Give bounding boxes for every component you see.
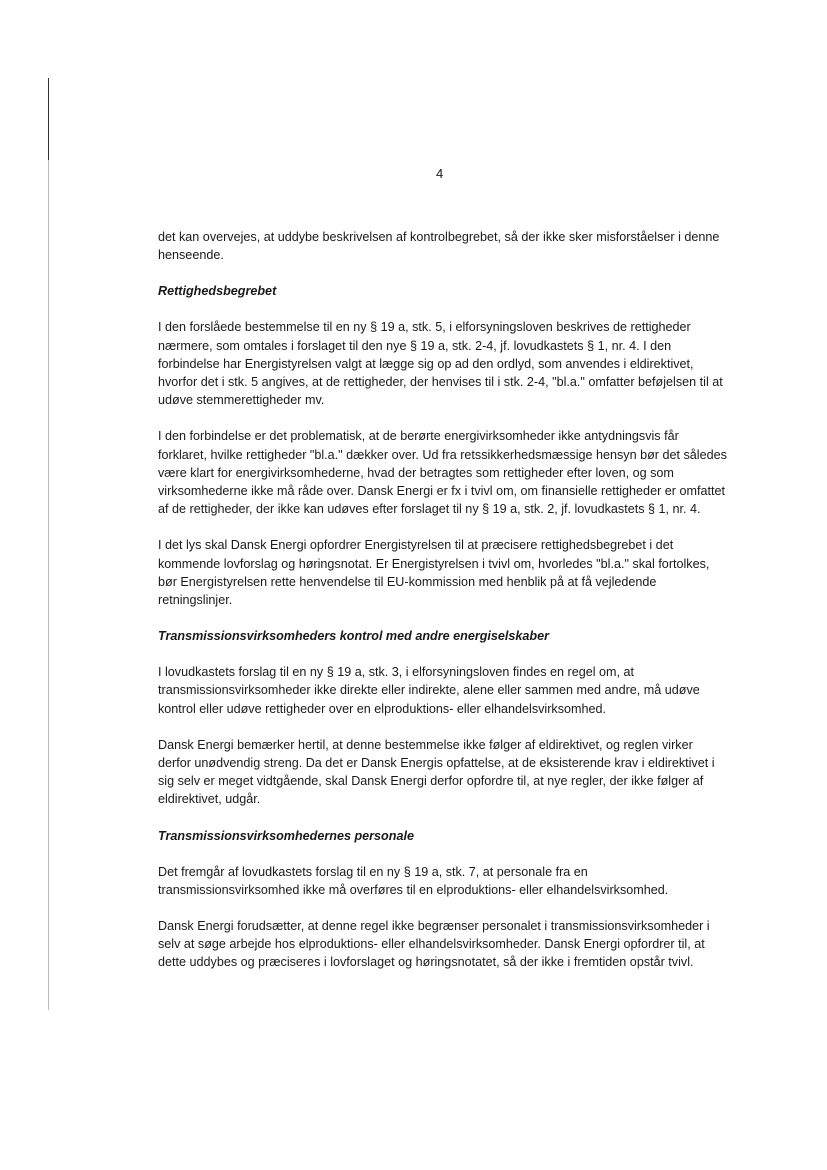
paragraph: Dansk Energi bemærker hertil, at denne bestemmelse ikke følger af eldirektivet, og reglen virker derfor unødvendig streng. Da det er Dansk Energis opfattelse, at de eksisterende krav i eldirektivet i sig selv er meget vidtgående, skal Dansk Energi derfor opfordre til, at nye regler, der ikke følger af eldirektivet, udgår. bbox=[158, 737, 715, 807]
scan-margin-mark bbox=[48, 78, 49, 160]
paragraph: Det fremgår af lovudkastets forslag til en ny § 19 a, stk. 7, at personale fra en transmissionsvirksomhed ikke må overføres til en elproduktions- eller elhandelsvirksomhed. bbox=[158, 864, 669, 897]
section-heading-rettighedsbegrebet: Rettighedsbegrebet bbox=[158, 284, 277, 299]
paragraph: I den forbindelse er det problematisk, at de berørte energivirksomheder ikke antydningsvis får forklaret, hvilke rettigheder "bl.a." dækker over. Ud fra retssikkerhedsmæssige hensyn bør det således være klart for energivirksomhederne, hvad der betragtes som rettigheder efter loven, og som virksomhederne ikke må råde over. Dansk Energi er fx i tvivl om, om finansielle rettigheder er omfattet af de rettigheder, der ikke kan udøves efter forslaget til ny § 19 a, stk. 2, jf. lovudkastets § 1, nr. 4. bbox=[158, 429, 727, 517]
paragraph: I lovudkastets forslag til en ny § 19 a, stk. 3, i elforsyningsloven findes en regel om, at transmissionsvirksomheder ikke direkte eller indirekte, alene eller sammen med andre, må udøve kontrol eller udøve rettigheder over en elproduktions- eller elhandelsvirksomhed. bbox=[158, 665, 700, 716]
section-heading-transmissionsvirksomheders-kontrol: Transmissionsvirksomheders kontrol med andre energiselskaber bbox=[158, 629, 550, 644]
paragraph: I den forslåede bestemmelse til en ny § 19 a, stk. 5, i elforsyningsloven beskrives de rettigheder nærmere, som omtales i forslaget til den nye § 19 a, stk. 2-4, jf. lovudkastets § 1, nr. 4. I den forbindelse har Energistyrelsen valgt at lægge sig op ad den ordlyd, som anvendes i eldirektivet, hvorfor det i stk. 5 angives, at de rettigheder, der henvises til i stk. 2-4, "bl.a." omfatter beføjelsen til at udøve stemmerettigheder mv. bbox=[158, 320, 723, 408]
paragraph-continuation: det kan overvejes, at uddybe beskrivelsen af kontrolbegrebet, så der ikke sker misforståelser i denne henseende. bbox=[158, 230, 720, 263]
paragraph: I det lys skal Dansk Energi opfordrer Energistyrelsen til at præcisere rettighedsbegrebet i det kommende lovforslag og høringsnotat. Er Energistyrelsen i tvivl om, hvorledes "bl.a." skal fortolkes, bør Energistyrelsen rette henvendelse til EU-kommission med henblik på at få vejledende retningslinjer. bbox=[158, 538, 710, 608]
page-number: 4 bbox=[436, 166, 444, 181]
scan-margin-line bbox=[48, 160, 49, 1010]
paragraph: Dansk Energi forudsætter, at denne regel ikke begrænser personalet i transmissionsvirksomheder i selv at søge arbejde hos elproduktions- eller elhandelsvirksomheder. Dansk Energi opfordrer til, at dette uddybes og præciseres i lovforslaget og høringsnotatet, så der ikke i fremtiden opstår tvivl. bbox=[158, 919, 710, 970]
document-body bbox=[158, 228, 728, 990]
section-heading-transmissionsvirksomhedernes-personale: Transmissionsvirksomhedernes personale bbox=[158, 828, 414, 843]
